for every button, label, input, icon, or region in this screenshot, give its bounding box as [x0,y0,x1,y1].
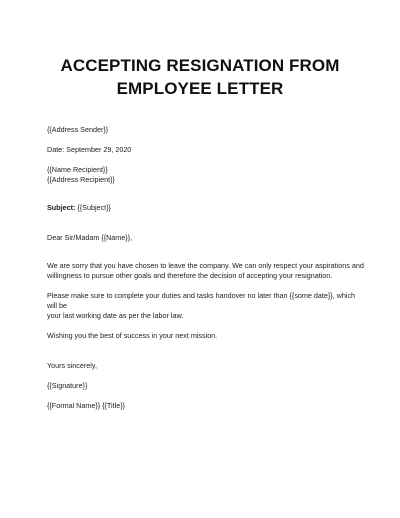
formal-name-title: {{Formal Name}} {{Title}} [47,401,126,410]
title-line-2: EMPLOYEE LETTER [116,79,284,98]
signature: {{Signature}} [47,381,88,390]
title-line-1: ACCEPTING RESIGNATION FROM [60,56,340,75]
salutation: Dear Sir/Madam {{Name}}, [47,233,133,242]
paragraph-3: Wishing you the best of success in your next mission. [47,331,218,340]
paragraph-1-line-2: willingness to pursue other goals and therefore the decision of accepting your resignation. [47,271,333,280]
closing: Yours sincerely, [47,361,97,370]
paragraph-2-line-1: Please make sure to complete your duties and tasks handover no later than {{some date}}, which will be [47,291,356,310]
letter-date: Date: September 29, 2020 [47,145,132,154]
name-recipient: {{Name Recipient}} [47,165,108,174]
subject-label: Subject: [47,203,76,212]
address-sender: {{Address Sender}} [47,125,109,134]
paragraph-1-line-1: We are sorry that you have chosen to leave the company. We can only respect your aspirations and [47,261,364,270]
subject-value: {{Subject}} [75,203,111,212]
subject-line [47,203,367,213]
address-recipient: {{Address Recipient}} [47,175,115,184]
letter-body [47,125,367,411]
paragraph-2-line-2: your last working date as per the labor law. [47,311,184,320]
document-title [0,54,400,100]
